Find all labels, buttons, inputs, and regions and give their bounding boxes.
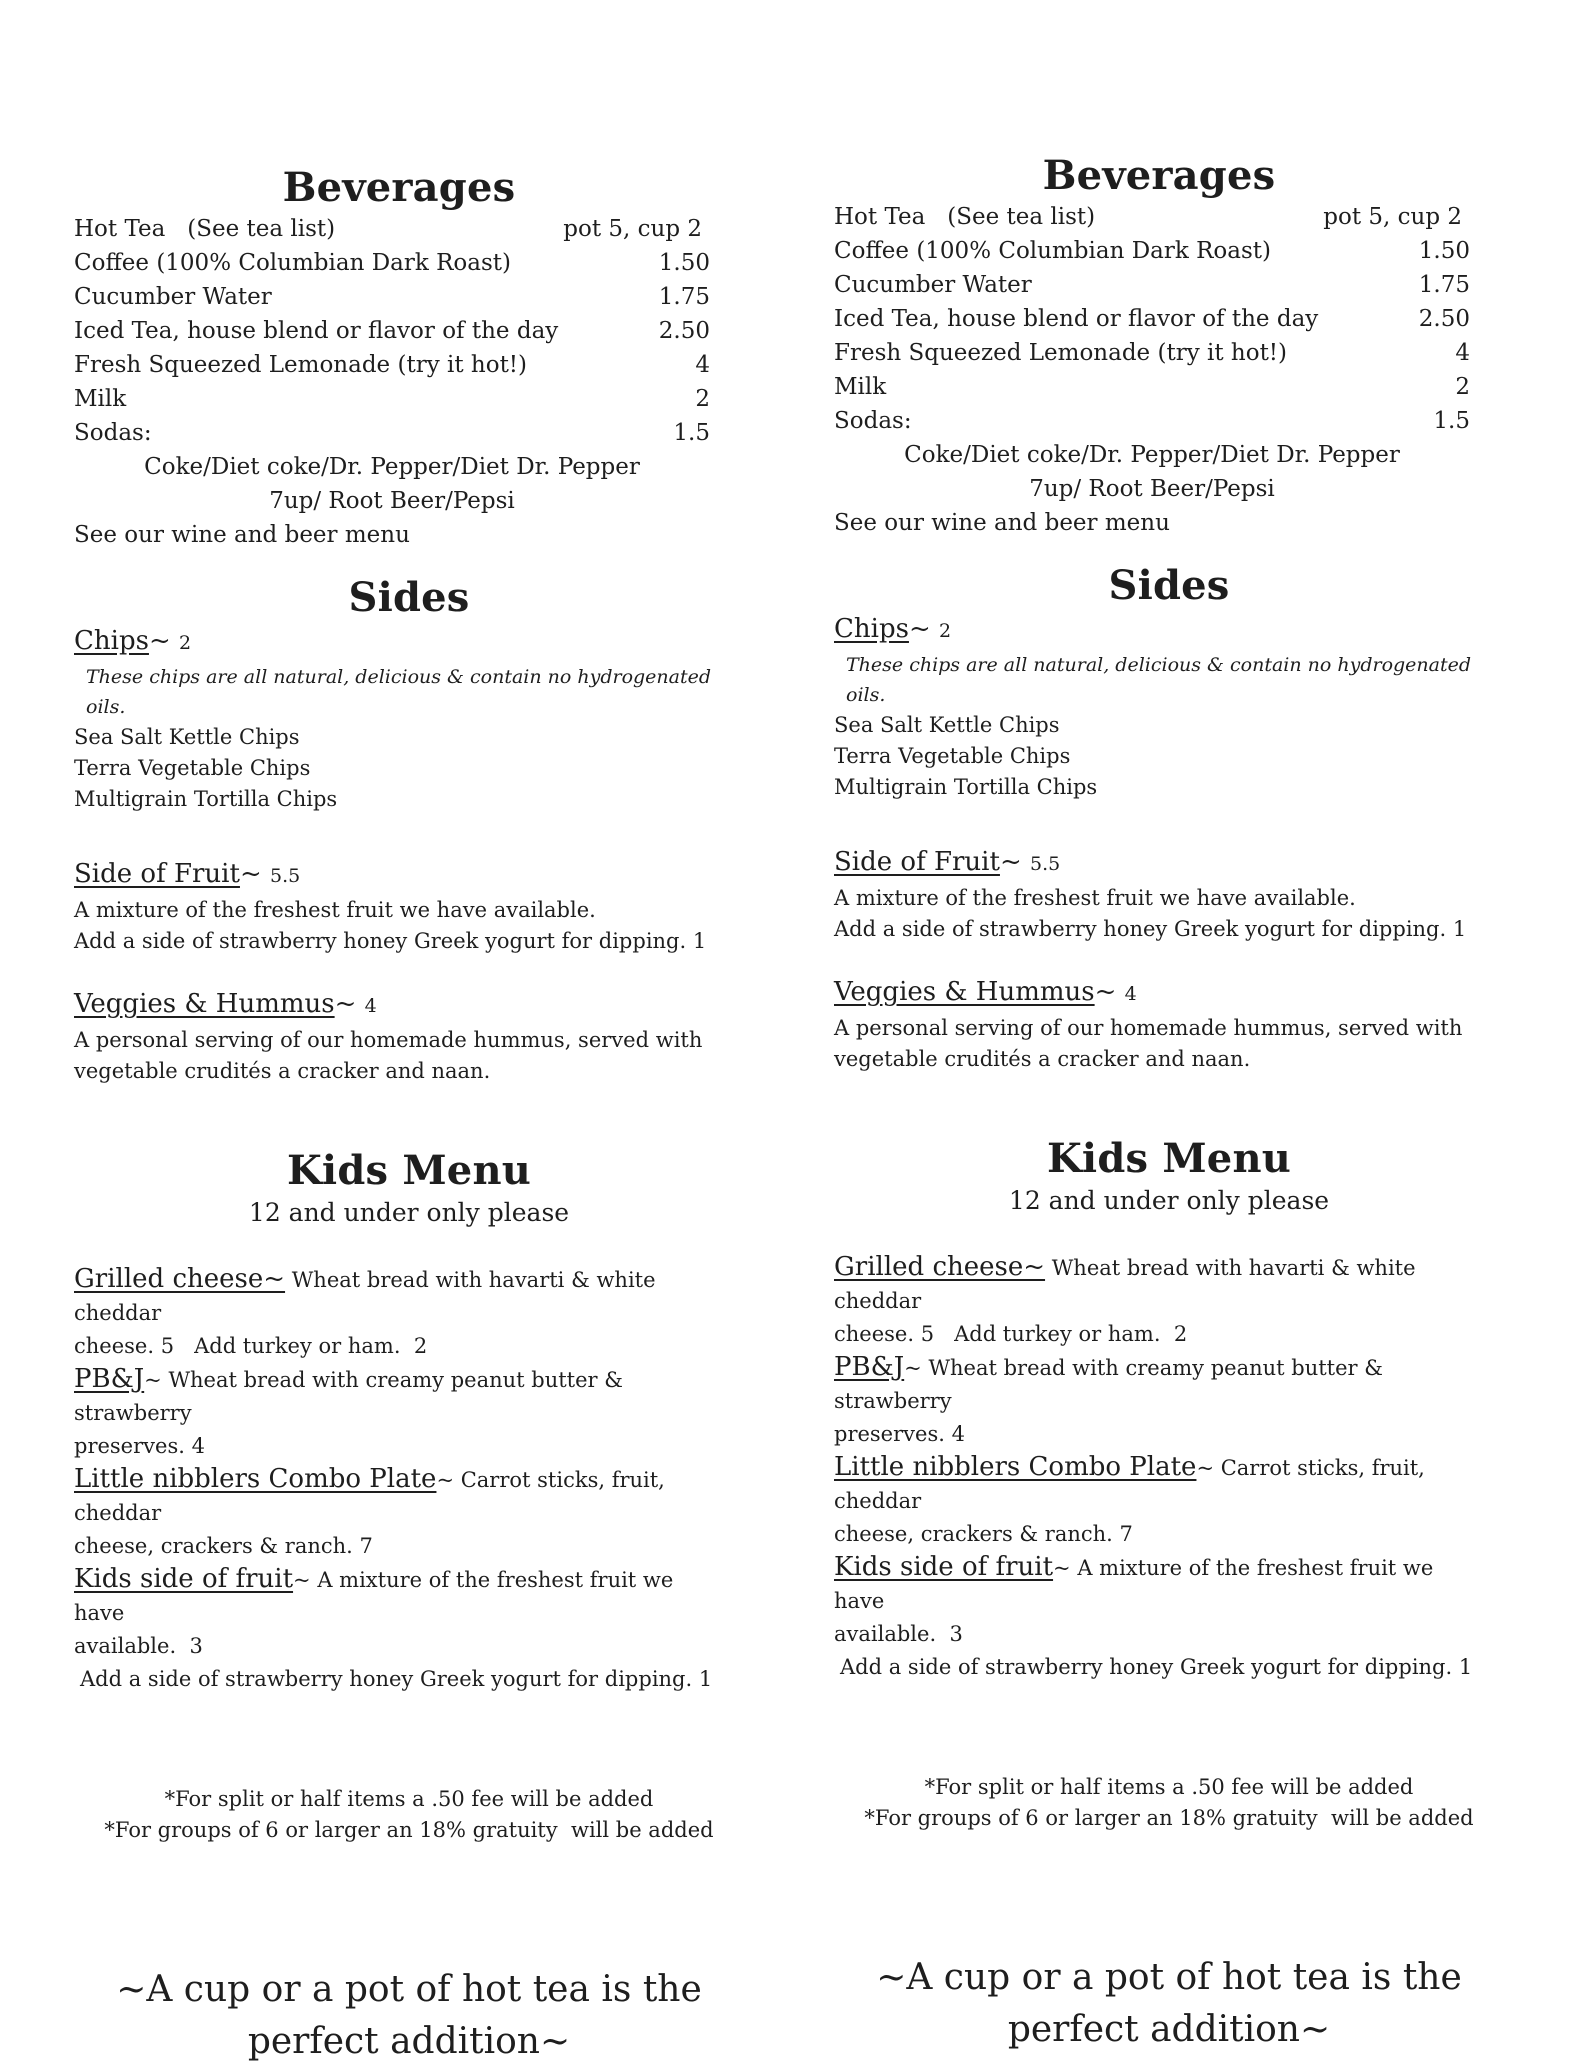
kids-list (74, 1263, 714, 1696)
beverage-name: Fresh Squeezed Lemonade (try it hot!) (834, 340, 1288, 366)
wine-note: See our wine and beer menu (834, 510, 1170, 536)
beverage-name: Hot Tea (See tea list) (834, 204, 1096, 230)
beverage-price: 1.5 (673, 420, 710, 446)
chips-price: 2 (179, 632, 192, 654)
kids-item-name: Grilled cheese~ (74, 1264, 286, 1294)
beverages-title: Beverages (1042, 152, 1276, 199)
chips-option: Terra Vegetable Chips (74, 756, 311, 780)
beverage-name: Coffee (100% Columbian Dark Roast) (834, 238, 1271, 264)
beverage-name: Fresh Squeezed Lemonade (try it hot!) (74, 352, 528, 378)
kids-subtitle: 12 and under only please (1008, 1186, 1330, 1215)
kids-item-name: Kids side of fruit (834, 1552, 1054, 1582)
beverage-price: 2.50 (1418, 306, 1470, 332)
fruit-price: 5.5 (270, 865, 301, 887)
fee-note: *For split or half items a .50 fee will be added (924, 1775, 1414, 1799)
soda-list-line: Coke/Diet coke/Dr. Pepper/Diet Dr. Pepper (904, 442, 1400, 468)
tea-tagline (834, 1952, 1474, 2056)
fruit-addon: Add a side of strawberry honey Greek yogurt for dipping. 1 (834, 917, 1467, 941)
fruit-price: 5.5 (1030, 853, 1061, 875)
chips-option: Terra Vegetable Chips (834, 744, 1071, 768)
chips-tilde: ~ (908, 614, 940, 644)
sides-section (834, 562, 1474, 1075)
beverage-row (74, 382, 710, 416)
soda-list-line: Coke/Diet coke/Dr. Pepper/Diet Dr. Pepper (144, 454, 640, 480)
chips-heading (834, 610, 1474, 650)
kids-item (74, 1563, 724, 1663)
beverage-row (834, 302, 1470, 336)
tea-tagline (74, 1964, 714, 2068)
beverages-title: Beverages (282, 164, 516, 211)
sides-title: Sides (1108, 562, 1230, 609)
beverage-name: Sodas: (74, 420, 152, 446)
beverages-list (74, 212, 714, 552)
chips-option: Multigrain Tortilla Chips (74, 787, 338, 811)
beverage-name: Iced Tea, house blend or flavor of the day (834, 306, 1319, 332)
tagline-line: perfect addition~ (247, 2021, 571, 2062)
fruit-desc: A mixture of the freshest fruit we have available. (834, 886, 1356, 910)
kids-item (74, 1263, 724, 1363)
fee-note: *For split or half items a .50 fee will be added (164, 1787, 654, 1811)
beverage-row (74, 348, 710, 382)
veggies-desc: vegetable crudités a cracker and naan. (834, 1047, 1251, 1071)
fee-notes (74, 1784, 714, 1846)
soda-list-line: 7up/ Root Beer/Pepsi (1029, 476, 1275, 502)
sides-title: Sides (348, 574, 470, 621)
veggies-price: 4 (364, 995, 377, 1017)
beverages-list (834, 200, 1474, 540)
kids-item-name: PB&J (74, 1364, 145, 1394)
soda-list-line: 7up/ Root Beer/Pepsi (269, 488, 515, 514)
beverage-row (834, 268, 1470, 302)
kids-item-desc: preserves. 4 (834, 1422, 965, 1446)
kids-item-desc: cheese, crackers & ranch. 7 (834, 1522, 1133, 1546)
beverage-name: Cucumber Water (834, 272, 1032, 298)
beverage-name: Iced Tea, house blend or flavor of the day (74, 318, 559, 344)
beverage-price: 1.5 (1433, 408, 1470, 434)
beverage-row (74, 280, 710, 314)
kids-item-name: PB&J (834, 1352, 905, 1382)
beverage-price: 4 (1455, 340, 1470, 366)
kids-item-desc: Wheat bread with havarti & white cheddar (74, 1268, 656, 1325)
beverage-row (834, 404, 1470, 438)
kids-title: Kids Menu (1046, 1135, 1292, 1182)
chips-heading (74, 622, 714, 662)
beverage-row (74, 416, 710, 450)
kids-addon: Add a side of strawberry honey Greek yogurt for dipping. 1 (80, 1667, 713, 1691)
fruit-tilde: ~ (239, 859, 271, 889)
beverage-price: 2.50 (658, 318, 710, 344)
chips-option: Sea Salt Kettle Chips (74, 725, 300, 749)
fee-note: *For groups of 6 or larger an 18% gratuity will be added (104, 1818, 714, 1842)
veggies-desc: A personal serving of our homemade hummus, served with (74, 1028, 703, 1052)
beverage-name: Hot Tea (See tea list) (74, 216, 336, 242)
beverage-row (74, 314, 710, 348)
chips-tilde: ~ (148, 626, 180, 656)
veggies-desc: A personal serving of our homemade hummus, served with (834, 1016, 1463, 1040)
kids-item-desc: ~ Carrot sticks, fruit, cheddar (834, 1456, 1425, 1513)
veggies-desc: vegetable crudités a cracker and naan. (74, 1059, 491, 1083)
veggies-tilde: ~ (1094, 977, 1125, 1007)
fruit-name: Side of Fruit (74, 859, 240, 889)
chips-note: These chips are all natural, delicious & contain no hydrogenated oils. (846, 654, 1472, 706)
veggies-price: 4 (1124, 983, 1137, 1005)
beverage-price: 2 (695, 386, 710, 412)
kids-item (834, 1251, 1484, 1351)
veggies-tilde: ~ (334, 989, 365, 1019)
kids-item-name: Little nibblers Combo Plate (834, 1452, 1197, 1482)
fruit-heading (834, 843, 1474, 883)
kids-item-name: Grilled cheese~ (834, 1252, 1046, 1282)
kids-item (834, 1551, 1484, 1651)
kids-item (834, 1451, 1484, 1551)
kids-item-desc: available. 3 (74, 1634, 203, 1658)
kids-section (74, 1147, 714, 1696)
kids-item-desc: ~ A mixture of the freshest fruit we have (74, 1568, 674, 1625)
beverage-row (834, 200, 1470, 234)
tagline-line: ~A cup or a pot of hot tea is the (116, 1969, 702, 2010)
beverage-price: 1.75 (658, 284, 710, 310)
beverage-name: Cucumber Water (74, 284, 272, 310)
sides-section (74, 574, 714, 1087)
wine-note: See our wine and beer menu (74, 522, 410, 548)
beverage-row (834, 336, 1470, 370)
beverage-row (834, 234, 1470, 268)
chips-price: 2 (939, 620, 952, 642)
beverage-price: pot 5, cup 2 (563, 216, 702, 242)
fruit-heading (74, 855, 714, 895)
kids-item-desc: preserves. 4 (74, 1434, 205, 1458)
kids-item-desc: cheese. 5 Add turkey or ham. 2 (74, 1334, 428, 1358)
kids-section (834, 1135, 1474, 1684)
beverage-row (834, 370, 1470, 404)
kids-item (834, 1351, 1484, 1451)
kids-item-desc: Wheat bread with havarti & white cheddar (834, 1256, 1416, 1313)
veggies-name: Veggies & Hummus (834, 977, 1095, 1007)
fee-note: *For groups of 6 or larger an 18% gratuity will be added (864, 1806, 1474, 1830)
fruit-desc: A mixture of the freshest fruit we have available. (74, 898, 596, 922)
kids-item-name: Little nibblers Combo Plate (74, 1464, 437, 1494)
kids-item-desc: available. 3 (834, 1622, 963, 1646)
kids-item-desc: cheese. 5 Add turkey or ham. 2 (834, 1322, 1188, 1346)
kids-item-desc: ~ A mixture of the freshest fruit we have (834, 1556, 1434, 1613)
beverage-row (74, 246, 710, 280)
kids-item-desc: ~ Carrot sticks, fruit, cheddar (74, 1468, 665, 1525)
kids-addon: Add a side of strawberry honey Greek yogurt for dipping. 1 (840, 1655, 1473, 1679)
kids-item-desc: cheese, crackers & ranch. 7 (74, 1534, 373, 1558)
beverage-name: Milk (834, 374, 887, 400)
kids-item-desc: ~ Wheat bread with creamy peanut butter & strawberry (834, 1356, 1383, 1413)
kids-item-name: Kids side of fruit (74, 1564, 294, 1594)
fruit-addon: Add a side of strawberry honey Greek yogurt for dipping. 1 (74, 929, 707, 953)
chips-option: Sea Salt Kettle Chips (834, 713, 1060, 737)
veggies-heading (74, 985, 714, 1025)
chips-name: Chips (834, 614, 909, 644)
menu-copy-right (834, 152, 1474, 2056)
kids-item (74, 1463, 724, 1563)
beverage-name: Milk (74, 386, 127, 412)
fruit-tilde: ~ (999, 847, 1031, 877)
fee-notes (834, 1772, 1474, 1834)
beverage-price: 1.75 (1418, 272, 1470, 298)
chips-option: Multigrain Tortilla Chips (834, 775, 1098, 799)
chips-note: These chips are all natural, delicious & contain no hydrogenated oils. (86, 666, 712, 718)
fruit-name: Side of Fruit (834, 847, 1000, 877)
kids-subtitle: 12 and under only please (248, 1198, 570, 1227)
menu-copy-left (74, 164, 714, 2068)
tagline-line: perfect addition~ (1007, 2009, 1331, 2050)
veggies-heading (834, 973, 1474, 1013)
beverage-name: Coffee (100% Columbian Dark Roast) (74, 250, 511, 276)
kids-title: Kids Menu (286, 1147, 532, 1194)
kids-list (834, 1251, 1474, 1684)
beverage-price: 2 (1455, 374, 1470, 400)
veggies-name: Veggies & Hummus (74, 989, 335, 1019)
chips-name: Chips (74, 626, 149, 656)
kids-item (74, 1363, 724, 1463)
beverage-price: 1.50 (1418, 238, 1470, 264)
tagline-line: ~A cup or a pot of hot tea is the (876, 1957, 1462, 1998)
beverage-price: 4 (695, 352, 710, 378)
beverage-row (74, 212, 710, 246)
kids-item-desc: ~ Wheat bread with creamy peanut butter & strawberry (74, 1368, 623, 1425)
beverage-name: Sodas: (834, 408, 912, 434)
beverage-price: pot 5, cup 2 (1323, 204, 1462, 230)
beverage-price: 1.50 (658, 250, 710, 276)
